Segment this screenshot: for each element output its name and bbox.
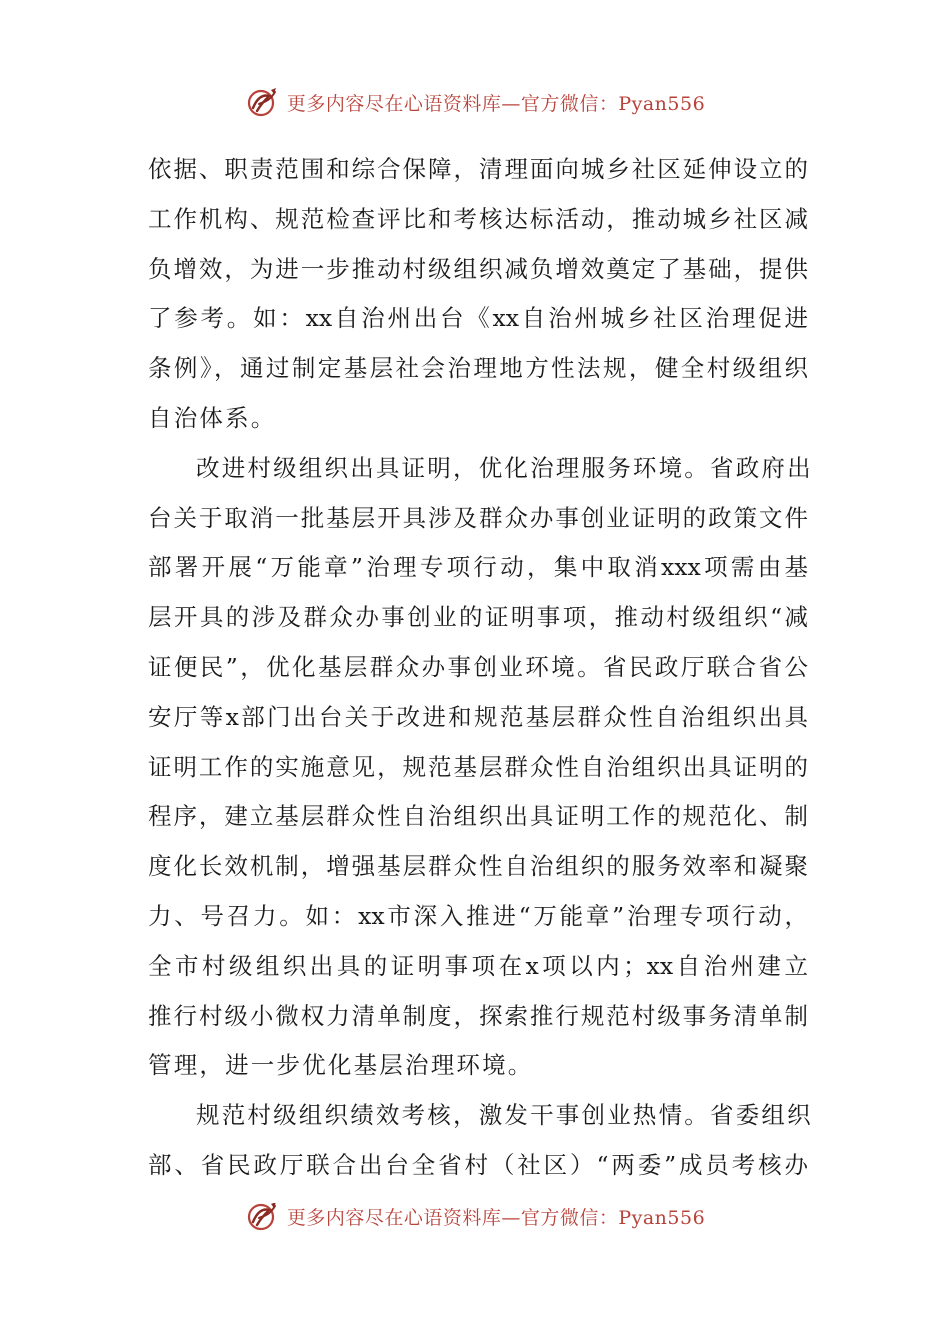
text-line: 台关于取消一批基层开具涉及群众办事创业证明的政策文件	[148, 503, 808, 532]
text-line: 负增效，为进一步推动村级组织减负增效奠定了基础，提供	[148, 254, 808, 283]
header-banner	[0, 82, 950, 122]
footer-banner	[0, 1203, 950, 1239]
paragraph-start: 改进村级组织出具证明，优化治理服务环境。省政府出	[196, 453, 813, 482]
text-line: 度化长效机制，增强基层群众性自治组织的服务效率和凝聚	[148, 852, 808, 881]
document-body	[148, 145, 813, 1191]
text-line: 力、号召力。如：xx市深入推进“万能章”治理专项行动，	[148, 901, 808, 930]
text-line: 条例》，通过制定基层社会治理地方性法规，健全村级组织	[148, 354, 808, 383]
text-line: 安厅等x部门出台关于改进和规范基层群众性自治组织出具	[148, 702, 808, 731]
banner-text: 更多内容尽在心语资料库—官方微信：Pyan556	[286, 92, 706, 115]
signature-logo-icon	[245, 84, 281, 120]
text-line: 部、省民政厅联合出台全省村（社区）“两委”成员考核办	[148, 1150, 808, 1179]
text-line: 依据、职责范围和综合保障，清理面向城乡社区延伸设立的	[148, 155, 808, 183]
text-line: 工作机构、规范检查评比和考核达标活动，推动城乡社区减	[148, 204, 808, 233]
text-line: 证便民”，优化基层群众办事创业环境。省民政厅联合省公	[148, 652, 808, 681]
banner-text: 更多内容尽在心语资料库—官方微信：Pyan556	[286, 1206, 706, 1229]
text-line: 自治体系。	[148, 403, 277, 432]
text-line: 推行村级小微权力清单制度，探索推行规范村级事务清单制	[148, 1001, 808, 1030]
signature-logo-icon	[245, 1203, 281, 1234]
text-line: 部署开展“万能章”治理专项行动，集中取消xxx项需由基	[148, 553, 808, 582]
text-line: 全市村级组织出具的证明事项在x项以内；xx自治州建立	[148, 951, 808, 980]
text-line: 层开具的涉及群众办事创业的证明事项，推动村级组织“减	[148, 603, 808, 632]
text-line: 证明工作的实施意见，规范基层群众性自治组织出具证明的	[148, 752, 808, 781]
paragraph-start: 规范村级组织绩效考核，激发干事创业热情。省委组织	[196, 1101, 813, 1130]
text-line: 了参考。如：xx自治州出台《xx自治州城乡社区治理促进	[148, 304, 808, 333]
text-line: 程序，建立基层群众性自治组织出具证明工作的规范化、制	[148, 802, 808, 831]
text-line: 管理，进一步优化基层治理环境。	[148, 1051, 534, 1080]
